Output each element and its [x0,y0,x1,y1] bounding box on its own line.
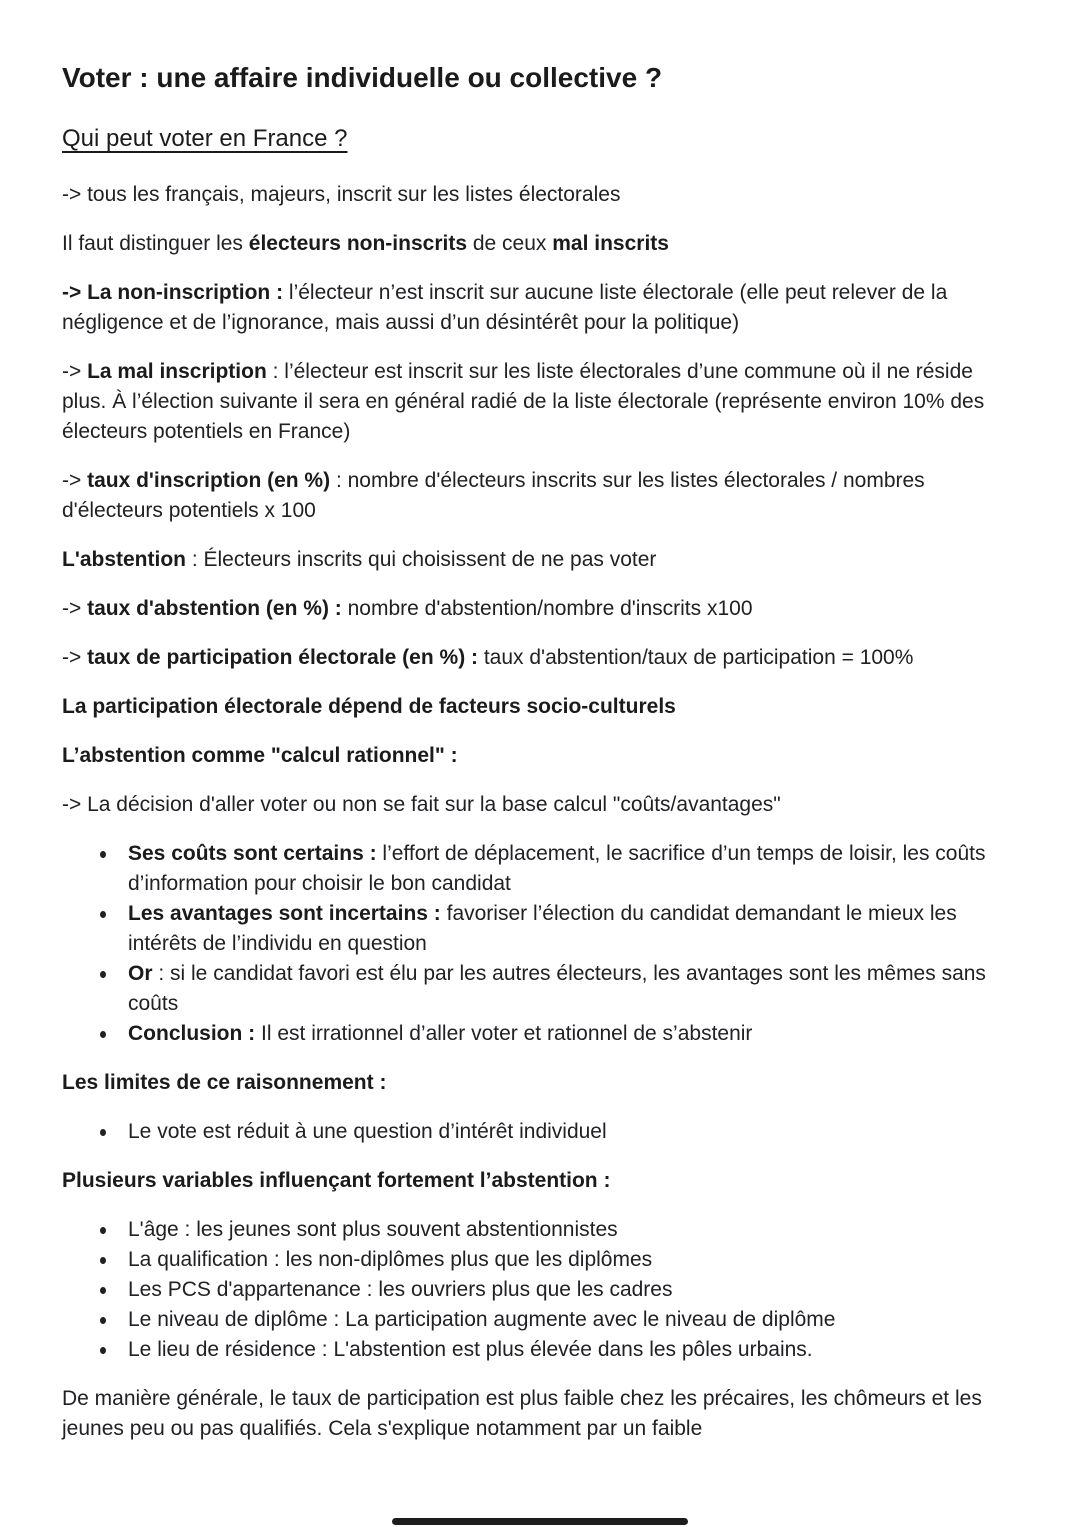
text-run: : si le candidat favori est élu par les autres électeurs, les avantages sont les mêmes sans coûts [128,962,986,1015]
section-heading [62,1166,1018,1196]
paragraph [62,790,1018,820]
text-run: Il faut distinguer les [62,232,249,255]
bold-text-run: mal inscrits [552,232,669,255]
bold-text-run: Conclusion : [128,1022,256,1045]
bold-text-run: électeurs non-inscrits [248,232,467,255]
text-run: -> La décision d'aller voter ou non se fait sur la base calcul "coûts/avantages" [62,793,781,816]
text-run: -> [62,646,88,669]
paragraph [62,643,1018,673]
section-heading [62,1068,1018,1098]
bullet-list [62,839,1018,1049]
list-item [128,839,1018,899]
page-title: Voter : une affaire individuelle ou collective ? [62,62,663,93]
text-run: Les PCS d'appartenance : les ouvriers plus que les cadres [128,1278,673,1301]
bold-text-run: La participation électorale dépend de facteurs socio-culturels [62,695,676,718]
bold-text-run: Les limites de ce raisonnement : [62,1071,387,1094]
bold-text-run: Or [128,962,153,985]
text-run: L'âge : les jeunes sont plus souvent abstentionnistes [128,1218,618,1241]
text-run: Le vote est réduit à une question d’intérêt individuel [128,1120,607,1143]
bold-text-run: taux d'abstention (en %) : [87,597,342,620]
paragraph [62,594,1018,624]
text-run: : Électeurs inscrits qui choisissent de ne pas voter [186,548,657,571]
text-run: Le lieu de résidence : L'abstention est plus élevée dans les pôles urbains. [128,1338,813,1361]
bold-text-run: taux d'inscription (en %) [87,469,331,492]
text-run: De manière générale, le taux de participation est plus faible chez les précaires, les chômeurs et les jeunes peu ou pas qualifiés. Cela s'explique notamment par un faible [62,1387,982,1440]
bold-text-run: Ses coûts sont certains : [128,842,377,865]
list-item [128,1305,1018,1335]
list-item [128,1275,1018,1305]
bold-text-run: L’abstention comme "calcul rationnel" : [62,744,458,767]
text-run: -> [62,360,88,383]
list-item [128,959,1018,1019]
bullet-list [62,1117,1018,1147]
list-item [128,899,1018,959]
list-item [128,1019,1018,1049]
paragraph [62,278,1018,338]
list-item [128,1335,1018,1365]
text-run: : nombre d'électeurs inscrits sur les listes électorales / nombres d'électeurs potentiels x 100 [62,469,925,522]
list-item [128,1117,1018,1147]
text-run: -> tous les français, majeurs, inscrit sur les listes électorales [62,183,621,206]
text-run: : l’électeur est inscrit sur les liste électorales d’une commune où il ne réside plus. À l’élection suivante il sera en général radié de la liste électorale (représente environ 10% des électeurs potentiels en France) [62,360,985,443]
paragraph [62,466,1018,526]
list-item [128,1215,1018,1245]
text-run: Il est irrationnel d’aller voter et rationnel de s’abstenir [255,1022,753,1045]
bold-text-run: Plusieurs variables influençant fortement l’abstention : [62,1169,611,1192]
paragraph [62,229,1018,259]
text-run: -> [62,597,88,620]
section-heading [62,741,1018,771]
text-run: Le niveau de diplôme : La participation augmente avec le niveau de diplôme [128,1308,836,1331]
paragraph [62,1384,1018,1444]
document-body [62,180,1018,1444]
bullet-list [62,1215,1018,1365]
bold-text-run: La mal inscription [87,360,267,383]
text-run: taux d'abstention/taux de participation = 100% [478,646,914,669]
text-run: l’effort de déplacement, le sacrifice d’un temps de loisir, les coûts d’information pour choisir le bon candidat [128,842,986,895]
text-run: favoriser l’élection du candidat demandant le mieux les intérêts de l’individu en question [128,902,957,955]
list-item [128,1245,1018,1275]
text-run: -> [62,469,88,492]
bold-text-run: taux de participation électorale (en %) : [87,646,479,669]
text-run: La qualification : les non-diplômes plus que les diplômes [128,1248,653,1271]
text-run: nombre d'abstention/nombre d'inscrits x100 [341,597,753,620]
text-run: de ceux [467,232,553,255]
home-indicator-bar[interactable] [392,1518,688,1525]
section-heading [62,692,1018,722]
paragraph [62,545,1018,575]
bold-text-run: L'abstention [62,548,186,571]
section-subtitle: Qui peut voter en France ? [62,125,348,152]
bold-text-run: -> La non-inscription : [62,281,289,304]
paragraph [62,180,1018,210]
bold-text-run: Les avantages sont incertains : [128,902,441,925]
paragraph [62,357,1018,447]
text-run: l’électeur n’est inscrit sur aucune liste électorale (elle peut relever de la négligence et de l’ignorance, mais aussi d’un désintérêt pour la politique) [62,281,948,334]
